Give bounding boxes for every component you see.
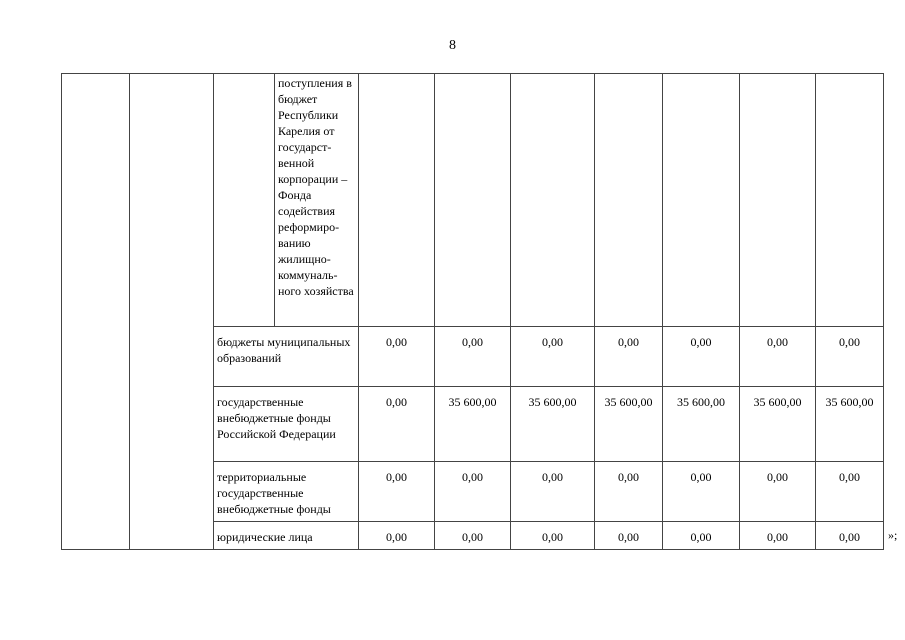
value-cell: 0,00	[359, 387, 435, 462]
value-cell: 35 600,00	[435, 387, 511, 462]
value-cell: 0,00	[359, 522, 435, 550]
value-cell: 0,00	[435, 462, 511, 522]
value-cell: 0,00	[663, 327, 740, 387]
value-cell: 0,00	[663, 522, 740, 550]
value-cell: 0,00	[359, 327, 435, 387]
value-cell: 35 600,00	[740, 387, 816, 462]
value-cell: 35 600,00	[663, 387, 740, 462]
row-label: территориальные государственные внебюджетные фонды	[214, 462, 359, 522]
row-label: юридические лица	[214, 522, 359, 550]
value-cell: 35 600,00	[595, 387, 663, 462]
value-cell: 35 600,00	[816, 387, 884, 462]
value-cell: 0,00	[595, 462, 663, 522]
value-cell: 0,00	[435, 327, 511, 387]
value-cell	[359, 74, 435, 327]
value-cell: 0,00	[816, 327, 884, 387]
value-cell: 0,00	[511, 522, 595, 550]
budget-table	[61, 73, 884, 550]
value-cell: 0,00	[740, 522, 816, 550]
value-cell	[435, 74, 511, 327]
value-cell: 0,00	[511, 462, 595, 522]
closing-quote-mark: »;	[888, 528, 898, 542]
value-cell	[595, 74, 663, 327]
value-cell	[663, 74, 740, 327]
value-cell: 0,00	[511, 327, 595, 387]
value-cell	[511, 74, 595, 327]
row-label: государственные внебюджетные фонды Российской Федерации	[214, 387, 359, 462]
empty-cell	[130, 74, 214, 550]
value-cell	[816, 74, 884, 327]
value-cell: 0,00	[663, 462, 740, 522]
value-cell	[740, 74, 816, 327]
value-cell: 0,00	[595, 327, 663, 387]
value-cell: 0,00	[816, 522, 884, 550]
value-cell: 0,00	[740, 462, 816, 522]
value-cell: 0,00	[740, 327, 816, 387]
page-number: 8	[449, 38, 456, 53]
value-cell: 0,00	[816, 462, 884, 522]
empty-cell	[62, 74, 130, 550]
value-cell: 35 600,00	[511, 387, 595, 462]
row-label: бюджеты муниципальных образований	[214, 327, 359, 387]
value-cell: 0,00	[359, 462, 435, 522]
row-label: поступления в бюджет Республики Карелия от государст-венной корпорации – Фонда содействия реформиро-ванию жилищно-коммуналь-ного хозяйства	[275, 74, 359, 327]
table-row	[62, 74, 884, 327]
value-cell: 0,00	[595, 522, 663, 550]
empty-cell	[214, 74, 275, 327]
value-cell: 0,00	[435, 522, 511, 550]
